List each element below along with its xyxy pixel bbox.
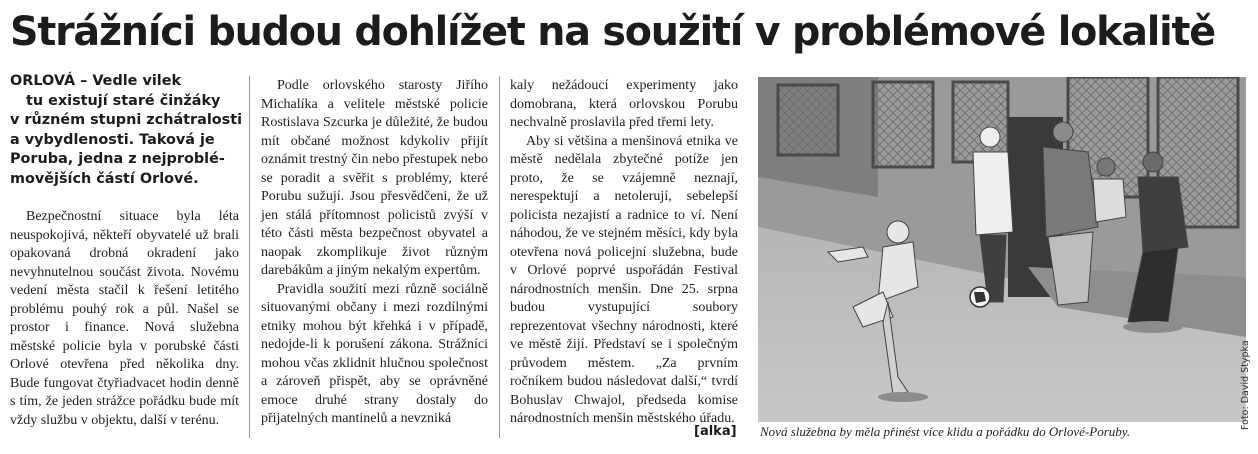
lead-line: a vybydlenosti. Taková je bbox=[10, 131, 215, 148]
headline: Strážníci budou dohlížet na soužití v problémové lokalitě bbox=[10, 9, 1215, 55]
article-column-1 bbox=[10, 208, 239, 430]
paragraph: Podle orlovského starosty Jiřího Michalíka a velitele městské policie Rostislava Szcurka je důležité, že budou mít občané možnost kdykoliv přijít oznámit trestný čin nebo přestupek nebo se poradit a svěřit s problémy, které Porubu sužují. Jsou přesvědčeni, že už jen stálá přítomnost policistů zvýší v této části města bezpečnost obyvatel a naopak zkomplikuje život různým darebákům a jiným nekalým expertům. bbox=[261, 78, 488, 278]
paragraph: kaly nežádoucí experimenty jako domobrana, která orlovskou Porubu nechvalně proslavila před třemi lety. bbox=[510, 78, 738, 130]
lead-line: movějších částí Orlové. bbox=[10, 170, 199, 187]
column-divider bbox=[499, 76, 500, 438]
author-signature: [alka] bbox=[694, 424, 737, 439]
column-divider bbox=[249, 76, 250, 438]
photo-caption: Nová služebna by měla přinést více klidu a pořádku do Orlové-Poruby. bbox=[760, 424, 1131, 439]
article-photo bbox=[758, 77, 1246, 422]
lead-line: tu existují staré činžáky bbox=[26, 92, 221, 109]
lead-line: ORLOVÁ – Vedle vilek bbox=[10, 73, 182, 89]
paragraph: Bezpečnostní situace byla léta neuspokojivá, někteří obyvatelé už brali opakovaná drobná okradení jako nevyhnutelnou součást života. Novému vedení města stačil k řešení letitého problému pouhý rok a půl. Našel se prostor i finance. Nová služebna městské policie byla v porubské části Orlové otevřena před několika dny. Bude fungovat čtyřiadvacet hodin denně s tím, že jeden strážce pořádku bude mít vždy službu v objektu, další v terénu. bbox=[10, 209, 239, 428]
photo-illustration bbox=[758, 77, 1246, 422]
article-lead bbox=[10, 72, 246, 189]
lead-line: v různém stupni zchátralosti bbox=[10, 112, 243, 128]
article-column-2 bbox=[261, 77, 488, 429]
photo-credit: Foto: David Stypka bbox=[1240, 340, 1251, 430]
paragraph: Aby si většina a menšinová etnika ve městě nedělala zbytečné potíže jen proto, že se vzájemně neznají, nerespektují a netolerují, sebelepší policista nezajistí a radnice to ví. Není náhodou, že ve stejném měsíci, kdy byla otevřena nová policejní služebna, bude v Orlové poprvé uspořádán Festival národnostních menšin. Dne 25. srpna budou vystupující soubory reprezentovat všechny národnosti, které ve městě žijí. Představí se i společným průvodem městem. „Za prvním ročníkem budou následovat další,“ tvrdí Bohuslav Chwajol, předseda komise národnostních menšin městského úřadu. bbox=[510, 133, 738, 426]
lead-line: Poruba, jedna z nejproblé- bbox=[10, 151, 225, 167]
article-column-3 bbox=[510, 77, 738, 429]
paragraph: Pravidla soužití mezi různě sociálně situovanými občany i mezi rozdílnými etniky mohou být křehká i v případě, nedojde-li k porušení zákona. Strážníci mohou včas zklidnit hlučnou společnost a zároveň přispět, aby se oprávněné emoce druhé strany dostaly do přijatelných mantinelů a nevzniká bbox=[261, 281, 488, 426]
